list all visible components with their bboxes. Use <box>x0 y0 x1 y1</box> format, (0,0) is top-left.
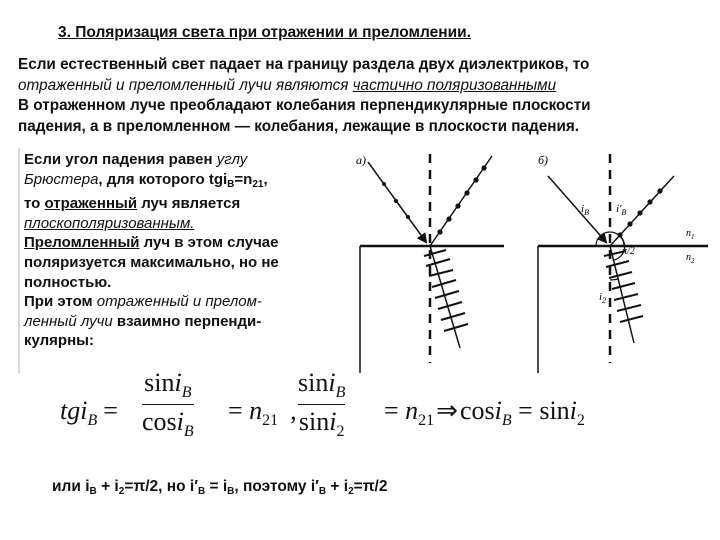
intro-line-4: падения, а в преломленном — колебания, лежащие в плоскости падения. <box>18 117 580 135</box>
underlined-word: Преломленный <box>24 234 140 252</box>
formula-n21: = $n_{21}$ , <box>228 396 297 429</box>
text: луч является <box>137 195 241 213</box>
i-symbol: i <box>80 396 88 425</box>
reflection-diagram <box>352 148 712 373</box>
brewster-line-9 <box>24 312 344 332</box>
text: , для которого tgi <box>98 170 228 188</box>
text: , <box>263 170 268 188</box>
label-i2: $i_2$ <box>599 291 607 305</box>
diagram-panel-a <box>356 153 504 373</box>
b-subscript: B <box>87 412 98 429</box>
brewster-line-5 <box>24 233 344 253</box>
intro-underlined-term: частично поляризованными <box>352 76 557 94</box>
refracted-ray <box>610 246 634 343</box>
intro-line-3: В отраженном луче преобладают колебания перпендикулярные плоскости <box>18 97 591 114</box>
fraction-bar <box>298 404 345 405</box>
italic-text: отраженный и прелом- <box>96 293 262 311</box>
angle-arc-refraction <box>610 279 618 280</box>
brewster-line-3 <box>24 194 344 214</box>
brewster-line-6: поляризуется максимально, но не <box>24 253 279 271</box>
word: Если <box>24 151 62 168</box>
formula-lhs <box>60 396 124 430</box>
label-iB: $i_B$ <box>581 203 589 217</box>
fraction-sin-cos <box>142 368 194 441</box>
tg-symbol: tg <box>60 396 81 425</box>
intro-line-2 <box>18 76 713 97</box>
intro-paragraph <box>18 55 713 137</box>
text: При этом <box>24 293 97 311</box>
word: падения <box>102 151 165 168</box>
brewster-line-7: полностью. <box>24 273 112 291</box>
brewster-term: Брюстера <box>24 170 99 188</box>
underlined-word: отраженный <box>44 195 138 213</box>
label-n2: $n_2$ <box>686 252 695 265</box>
panel-a-label: а) <box>356 153 366 167</box>
denominator: cosi$_B$ <box>142 407 194 440</box>
incident-ray <box>548 176 606 242</box>
panel-b-label: б) <box>538 153 549 167</box>
subscript: B <box>227 178 235 190</box>
denominator: sini$_2$ <box>298 407 345 440</box>
numerator: sini$_B$ <box>144 368 192 401</box>
fraction-sin-sin <box>298 368 345 441</box>
brewster-line-10: кулярны: <box>24 332 94 350</box>
formula-rhs: = $n_{21}\Rightarrow\cos i_B = \sin i_2$ <box>384 396 585 429</box>
brewster-line-1 <box>24 150 344 170</box>
label-iB-prime: $i'_B$ <box>616 203 627 217</box>
brewster-line-8 <box>24 292 344 312</box>
text: =n <box>234 170 253 188</box>
brewster-line-4: плоскополяризованным. <box>24 214 195 232</box>
fraction-bar <box>142 404 194 405</box>
section-title: 3. Поляризация света при отражении и преломлении. <box>58 24 471 41</box>
brewster-line-2 <box>24 170 344 195</box>
equals-sign: = <box>103 396 118 425</box>
diagram-panel-b <box>538 153 708 373</box>
label-n1: $n_1$ <box>686 228 695 241</box>
text: луч в этом случае <box>139 234 279 252</box>
label-pi-half: π/2 <box>622 246 635 257</box>
conclusion-line: или $i_B + i_2=\pi/2$, но $i'_B = i_B$, поэтому $i'_B + i_2=\pi/2$ <box>52 478 388 497</box>
word: углу <box>216 151 248 168</box>
implies-arrow: ⇒ <box>436 396 458 425</box>
word: угол <box>65 151 98 168</box>
intro-mid-text: лучи являются <box>235 76 353 94</box>
text: взаимно перпенди- <box>112 312 262 330</box>
text: то <box>24 195 45 213</box>
subscript: 21 <box>252 178 264 190</box>
brewster-paragraph <box>24 150 344 351</box>
numerator: sini$_B$ <box>298 368 346 401</box>
intro-line-1: Если естественный свет падает на границу раздела двух диэлектриков, то <box>18 56 590 73</box>
intro-italic-text: отраженный и преломленный <box>18 76 236 94</box>
word: равен <box>168 151 213 168</box>
italic-text: ленный лучи <box>24 312 113 330</box>
